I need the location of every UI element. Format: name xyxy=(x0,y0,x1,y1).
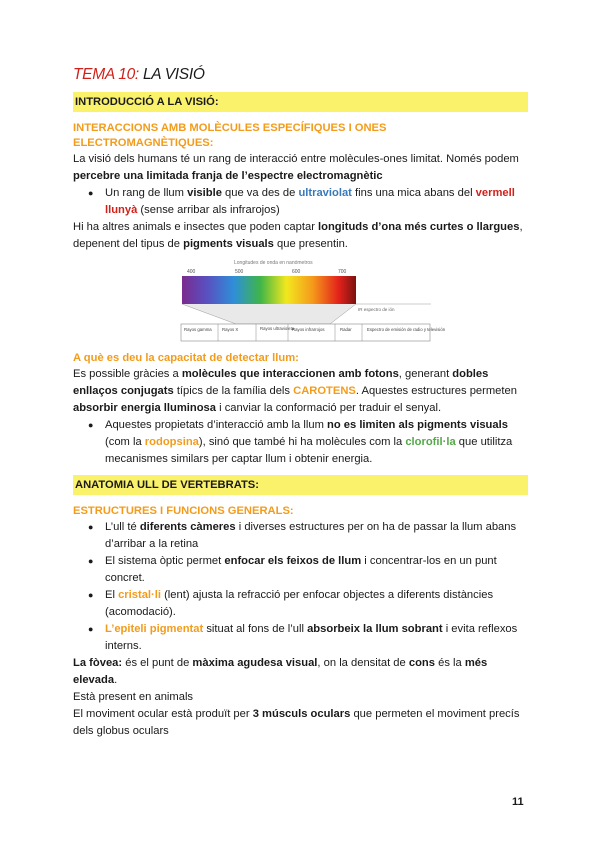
bullet-list-2 xyxy=(73,417,528,468)
tick-label: 700 xyxy=(338,269,347,275)
band-label: Rayos X xyxy=(222,327,239,332)
tick-label: 400 xyxy=(187,269,196,275)
text: L’ull té xyxy=(105,521,140,533)
band-label: Rayos infrarrojos xyxy=(292,327,325,332)
tick-label: 500 xyxy=(235,269,244,275)
band-label: Radar xyxy=(340,327,352,332)
subheading-capacitat: A què es deu la capacitat de detectar llum: xyxy=(73,352,299,364)
band-label: Rayos gamma xyxy=(184,327,212,332)
text-vermell: vermell llunyà xyxy=(105,187,515,216)
text: que va des de xyxy=(221,187,299,199)
text: , depenent del tipus de xyxy=(73,221,523,250)
text: , on la densitat de xyxy=(317,657,409,669)
band-label: Espectro de emisión de radio y televisión xyxy=(367,327,446,332)
subheading-interaccions: INTERACCIONS AMB MOLÈCULES ESPECÍFIQUES I ONES ELECTROMAGNÈTIQUES: xyxy=(73,122,387,149)
band-label: Rayos ultravioleta xyxy=(260,326,295,331)
text: Hi ha altres animals e insectes que poden captar xyxy=(73,221,319,233)
text: és el punt de xyxy=(122,657,193,669)
text: i concentrar-los en un punt concret. xyxy=(105,555,497,584)
bullet-list-3 xyxy=(73,519,528,655)
text: situat al fons de l’ull xyxy=(203,623,308,635)
text: Aquestes propietats d’interacció amb la llum xyxy=(105,419,327,431)
text: El moviment ocular està produït per xyxy=(73,708,253,720)
paragraph-present: Està present en animals xyxy=(73,691,194,703)
text: El xyxy=(105,589,119,601)
list-item xyxy=(105,417,528,468)
text-bold: La fòvea: xyxy=(73,657,123,669)
text-bold: absorbir energia lluminosa xyxy=(73,402,216,414)
text-bold: absorbeix la llum sobrant xyxy=(307,623,443,635)
text-bold: enfocar els feixos de llum xyxy=(224,555,362,567)
page-title xyxy=(73,66,528,84)
paragraph-molecules xyxy=(73,366,528,417)
tick-label: 600 xyxy=(292,269,301,275)
text-bold: dobles enllaços conjugats xyxy=(73,368,489,397)
text-clorofilla: clorofil·la xyxy=(405,436,456,448)
title-rest: LA VISIÓ xyxy=(138,66,205,83)
list-item xyxy=(105,621,528,655)
text: i diverses estructures per on ha de passar la llum abans d’arribar a la retina xyxy=(105,521,517,550)
text: fins una mica abans del xyxy=(351,187,476,199)
text-bold: percebre una limitada franja de l’espectre electromagnètic xyxy=(73,170,383,182)
text: i evita reflexos interns. xyxy=(105,623,518,652)
text-bold: no es limiten als pigments visuals xyxy=(327,419,508,431)
text-rodopsina: rodopsina xyxy=(144,436,199,448)
text-bold: diferents càmeres xyxy=(139,521,236,533)
text: . xyxy=(114,674,118,686)
text: La visió dels humans té un rang de interacció entre molècules-ones limitat. Només podem xyxy=(73,153,519,165)
funnel-shape xyxy=(182,304,356,324)
ir-label: IR espectro de ión xyxy=(358,307,395,312)
text-bold: molècules que interaccionen amb fotons xyxy=(181,368,399,380)
text-bold: visible xyxy=(187,187,222,199)
paragraph-animals xyxy=(73,219,528,253)
text: . Aquestes estructures permeten xyxy=(355,385,517,397)
text: ), sinó que també hi ha molècules com la xyxy=(198,436,406,448)
text: típics de la família dels xyxy=(173,385,294,397)
paragraph-intro xyxy=(73,151,528,185)
figure-caption: Longitudes de onda en nanómetros xyxy=(234,260,313,266)
spectrum-figure xyxy=(180,258,446,342)
text-carotens: CAROTENS xyxy=(293,385,356,397)
text-bold: pigments visuals xyxy=(183,238,274,250)
title-prefix: TEMA 10: xyxy=(73,66,139,83)
spectrum-diagram xyxy=(180,258,446,342)
text: (sense arribar als infrarojos) xyxy=(137,204,280,216)
text: i canviar la conformació per traduir el senyal. xyxy=(216,402,442,414)
text-bold: màxima agudesa visual xyxy=(192,657,318,669)
text-cristalli: cristal·li xyxy=(118,589,161,601)
text: (lent) ajusta la refracció per enfocar objectes a diferents distàncies (acomodació). xyxy=(105,589,494,618)
section-heading-anatomia: ANATOMIA ULL DE VERTEBRATS: xyxy=(73,475,528,495)
subheading-estructures: ESTRUCTURES I FUNCIONS GENERALS: xyxy=(73,505,294,517)
document-page xyxy=(73,66,528,740)
text: Es possible gràcies a xyxy=(73,368,182,380)
paragraph-moviment xyxy=(73,706,528,740)
list-item xyxy=(105,185,528,219)
list-item xyxy=(105,553,528,587)
page-number: 11 xyxy=(512,796,524,808)
text-epiteli: L’epiteli pigmentat xyxy=(105,623,204,635)
text: El sistema òptic permet xyxy=(105,555,225,567)
text-ultraviolat: ultraviolat xyxy=(298,187,352,199)
text-bold: longituds d’ona més curtes o llargues xyxy=(318,221,520,233)
text: , generant xyxy=(398,368,453,380)
text-bold: cons xyxy=(408,657,435,669)
text-bold: més elevada xyxy=(73,657,488,686)
text: és la xyxy=(434,657,465,669)
text: (com la xyxy=(105,436,145,448)
list-item xyxy=(105,519,528,553)
text: Un rang de llum xyxy=(105,187,188,199)
visible-spectrum-bar xyxy=(182,276,356,304)
text: que presentin. xyxy=(273,238,348,250)
section-heading-intro: INTRODUCCIÓ A LA VISIÓ: xyxy=(73,92,528,112)
text-bold: 3 músculs oculars xyxy=(252,708,351,720)
paragraph-fovea xyxy=(73,655,528,689)
text: que permeten el moviment precís dels globus oculars xyxy=(73,708,520,737)
bullet-list-1 xyxy=(73,185,528,219)
text: que utilitza mecanismes similars per captar llum i obtenir energia. xyxy=(105,436,513,465)
list-item xyxy=(105,587,528,621)
